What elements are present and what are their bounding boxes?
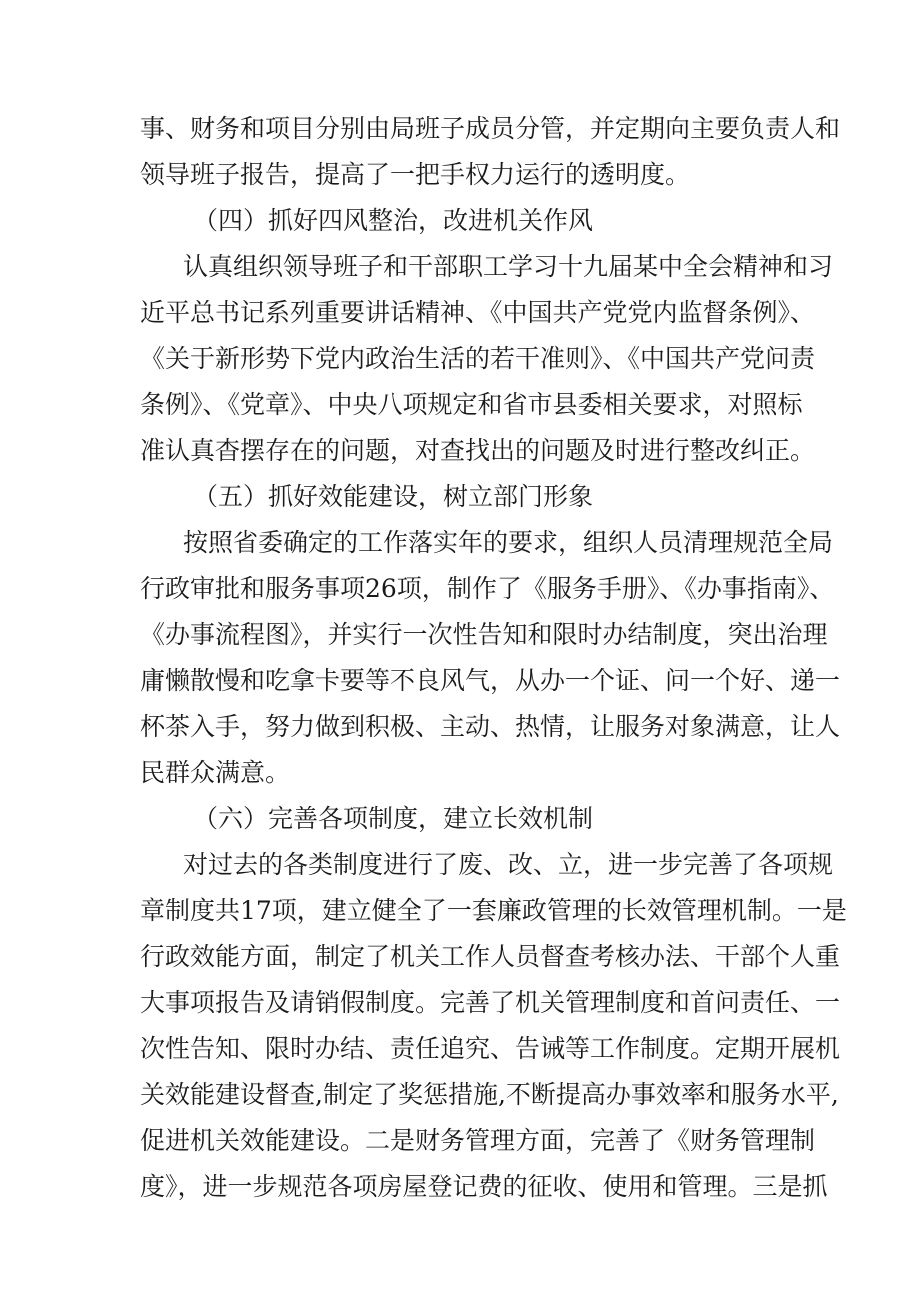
text-line: 近平总书记系列重要讲话精神、《中国共产党党内监督条例》、 — [140, 298, 816, 327]
text-line: 大事项报告及请销假制度。完善了机关管理制度和首问责任、一 — [140, 988, 841, 1017]
section-heading: （六）完善各项制度，建立长效机制 — [193, 804, 594, 833]
text-line: 章制度共17项，建立健全了一套廉政管理的长效管理机制。一是 — [140, 896, 847, 925]
text-line: 行政效能方面，制定了机关工作人员督查考核办法、干部个人重 — [140, 942, 841, 971]
text-line: 《关于新形势下党内政治生活的若干准则》、《中国共产党问责 — [140, 344, 816, 373]
text-line: 认真组织领导班子和干部职工学习十九届某中全会精神和习 — [183, 252, 834, 281]
text-line: 准认真杳摆存在的问题，对查找出的问题及时进行整改纠正。 — [140, 436, 816, 465]
text-line: 杯茶入手，努力做到积极、主动、热情，让服务对象满意，让人 — [140, 712, 841, 741]
text-line: 度》，进一步规范各项房屋登记费的征收、使用和管理。三是抓 — [140, 1172, 828, 1201]
text-line: 民群众满意。 — [140, 758, 291, 787]
text-line: 按照省委确定的工作落实年的要求，组织人员清理规范全局 — [183, 528, 834, 557]
text-line: 庸懒散慢和吃拿卡要等不良风气，从办一个证、问一个好、递一 — [140, 666, 841, 695]
text-line: 次性告知、限时办结、责任追究、告诫等工作制度。定期开展机 — [140, 1034, 841, 1063]
text-line: 促进机关效能建设。二是财务管理方面，完善了《财务管理制 — [140, 1126, 816, 1155]
text-line: 《办事流程图》，并实行一次性告知和限时办结制度，突出治理 — [140, 620, 828, 649]
text-line: 条例》、《党章》、中央八项规定和省市县委相关要求，对照标 — [140, 390, 803, 419]
section-heading: （四）抓好四风整治，改进机关作风 — [193, 206, 594, 235]
text-line: 对过去的各类制度进行了废、改、立，进一步完善了各项规 — [183, 850, 834, 879]
text-line: 领导班子报告，提高了一把手权力运行的透明度。 — [140, 160, 691, 189]
text-line: 事、财务和项目分别由局班子成员分管，并定期向主要负责人和 — [140, 114, 841, 143]
section-heading: （五）抓好效能建设，树立部门形象 — [193, 482, 594, 511]
text-line: 关效能建设督查,制定了奖惩措施,不断提高办事效率和服务水平, — [140, 1080, 839, 1109]
text-line: 行政审批和服务事项26项，制作了《服务手册》、《办事指南》、 — [140, 574, 835, 603]
